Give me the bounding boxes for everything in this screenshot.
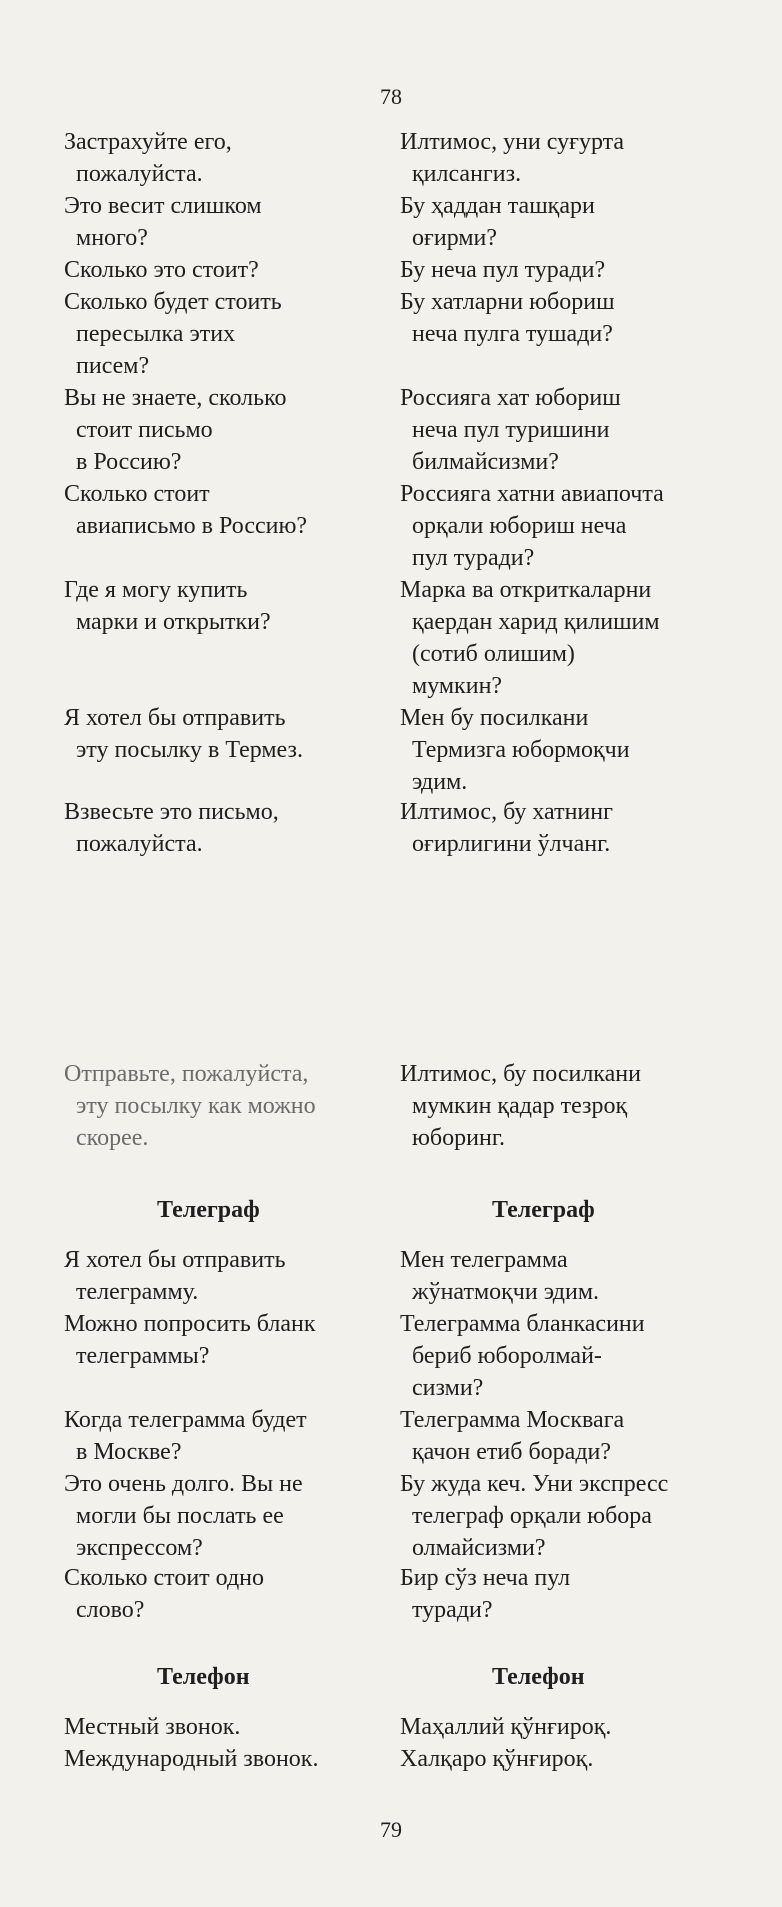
telegraph-uz-5: Бир сўз неча пул туради? <box>400 1565 571 1623</box>
phrase-ru-1: Застрахуйте его, пожалуйста. <box>64 129 232 187</box>
telegraph-ru-2: Можно попросить бланк телеграммы? <box>64 1311 316 1369</box>
page-number-top: 78 <box>380 84 402 109</box>
section-heading-telephone-ru: Телефон <box>157 1664 250 1690</box>
phrase-uz-8: Мен бу посилкани Термизга юбормоқчи эдим. <box>400 705 630 795</box>
phrase-uz-5: Россияга хат юбориш неча пул туришини билмайсизми? <box>400 385 621 475</box>
phrase-uz-10: Илтимос, бу посилкани мумкин қадар тезроқ юборинг. <box>400 1061 641 1151</box>
phrase-ru-8: Я хотел бы отправить эту посылку в Термез. <box>64 705 303 763</box>
phrase-uz-1: Илтимос, уни суғурта қилсангиз. <box>400 129 625 187</box>
phrase-ru-4: Сколько будет стоить пересылка этих писем? <box>64 289 282 379</box>
telegraph-uz-4: Бу жуда кеч. Уни экспресс телеграф орқали юбора олмайсизми? <box>400 1471 669 1561</box>
phrase-uz-4: Бу хатларни юбориш неча пулга тушади? <box>400 289 615 347</box>
phrase-ru-5: Вы не знаете, сколько стоит письмо в Россию? <box>64 385 287 475</box>
phrase-ru-6: Сколько стоит авиаписьмо в Россию? <box>64 481 308 539</box>
telegraph-ru-5: Сколько стоит одно слово? <box>64 1565 265 1623</box>
phrase-uz-9: Илтимос, бу хатнинг оғирлигини ўлчанг. <box>400 799 613 857</box>
telephone-ru-2: Международный звонок. <box>64 1746 319 1772</box>
phrase-ru-2: Это весит слишком много? <box>64 193 262 251</box>
page-number-bottom: 79 <box>380 1817 402 1842</box>
phrase-ru-3: Сколько это стоит? <box>64 257 259 283</box>
section-heading-telephone-uz: Телефон <box>492 1664 585 1690</box>
phrase-uz-3: Бу неча пул туради? <box>400 257 606 283</box>
telegraph-uz-1: Мен телеграмма жўнатмоқчи эдим. <box>400 1247 600 1305</box>
telegraph-ru-3: Когда телеграмма будет в Москве? <box>64 1407 307 1465</box>
phrase-uz-7: Марка ва откриткаларни қаердан харид қилишим (сотиб олишим) мумкин? <box>400 577 660 699</box>
telephone-uz-1: Маҳаллий қўнғироқ. <box>400 1714 612 1740</box>
phrase-ru-7: Где я могу купить марки и открытки? <box>64 577 271 635</box>
telegraph-uz-3: Телеграмма Москвага қачон етиб боради? <box>400 1407 625 1465</box>
phrase-ru-10: Отправьте, пожалуйста, эту посылку как можно скорее. <box>64 1061 316 1151</box>
telegraph-ru-4: Это очень долго. Вы не могли бы послать ее экспрессом? <box>64 1471 303 1561</box>
telephone-uz-2: Халқаро қўнғироқ. <box>400 1746 594 1772</box>
section-heading-telegraph-uz: Телеграф <box>492 1197 595 1223</box>
phrase-ru-9: Взвесьте это письмо, пожалуйста. <box>64 799 279 857</box>
phrase-uz-6: Россияга хатни авиапочта орқали юбориш неча пул туради? <box>400 481 664 571</box>
section-heading-telegraph-ru: Телеграф <box>157 1197 260 1223</box>
telephone-ru-1: Местный звонок. <box>64 1714 241 1740</box>
telegraph-ru-1: Я хотел бы отправить телеграмму. <box>64 1247 286 1305</box>
telegraph-uz-2: Телеграмма бланкасини бериб юборолмай- сизми? <box>400 1311 645 1401</box>
phrase-uz-2: Бу ҳаддан ташқари оғирми? <box>400 193 595 251</box>
